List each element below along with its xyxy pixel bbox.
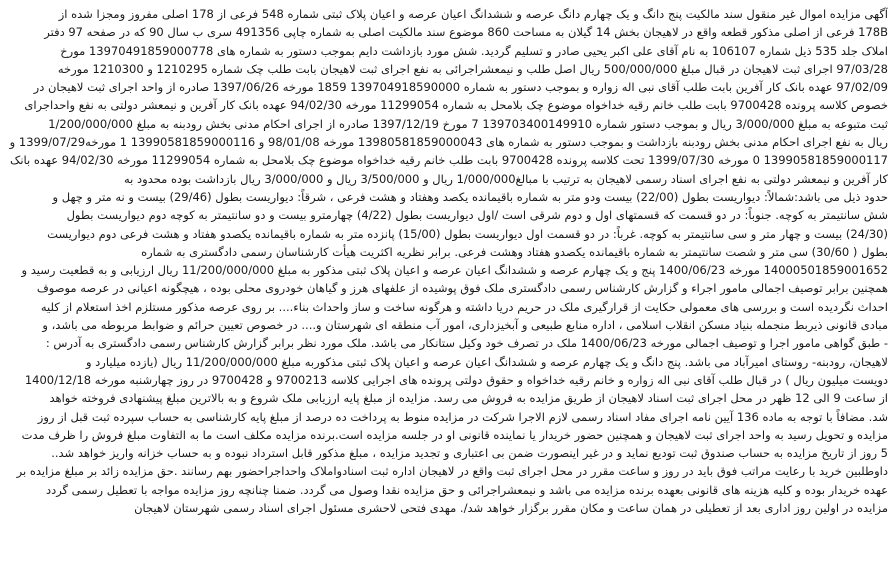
notice-line: مزایده در اولین روز اداری بعد از تعطیلی در همان ساعت و مکان مقرر برگزار خواهد شد/. مهدی فتحی لاحشری مسئول اجرای اسناد رسمی شهرستان لاهیجان — [134, 501, 888, 516]
notice-line: آگهی مزایده اموال غیر منقول سند مالکیت پنج دانگ و یک چهارم دانگ عرصه و ششدانگ اعیان عرصه و اعیان پلاک ثبتی شماره 548 فرعی از 178 اصلی مفروز ومجزا شده از — [58, 7, 888, 21]
notice-line: مبادی قانونی ذیربط منجمله بنیاد مسکن انقلاب اسلامی ، اداره منابع طبیعی و آبخیزداری، امور آب منطقه ای شهرستان و.... در خصوص تعیین حرائم و ضوابط مربوطه می باشد، و — [42, 318, 888, 333]
notice-line: 178B فرعی از اصلی مذکور قطعه واقع در لاهیجان بخش 14 گیلان به مساحت 860 موضوع سند مالکیت اصلی به شماره چاپی 491356 سری ب سال 90 که در صفحه 97 دفتر — [44, 25, 888, 40]
notice-line: لاهیجان، رودبنه- روستای امیرآباد می باشد. پنج دانگ و یک چهارم عرصه و ششدانگ اعیان عرصه و اعیان پلاک ثبتی مذکوربه مبلغ 11/200/000/000 ریال (یازده میلیارد و — [85, 354, 888, 369]
notice-line: 97/02/09 عهده بانک کار آفرین بابت طلب آقای نبی اله زواره و بموجب دستور به شماره 139704918590000 1859 مورخه 1397/06/26 صادره از واحد اجرای ثبت لاهیجان در — [33, 80, 888, 95]
notice-line: شد. مضافاً با توجه به ماده 136 آیین نامه اجرای مفاد اسناد رسمی لازم الاجرا شرکت در مزایده منوط به پرداخت ده درصد از مبلغ پایه کارشناسی به حساب سپرده ثبت قبل از روز — [37, 409, 888, 424]
notice-line: املاک جلد 535 ذیل شماره 106107 به نام آقای علی اکبر یحیی صادر و تسلیم گردید. شش مورد بازداشت دایم بموجب دستور به شماره های 13970491859000778 مورخ — [60, 43, 888, 58]
notice-line: شش سانتیمتر به کوچه. جنوباً: در دو قسمت که قسمتهای اول و دوم شرقی است /اول دیواریست بطول (4/22) چهارمترو بیست و دو سانتیمتر به کوچه دوم دیواریست بطول — [66, 208, 888, 223]
notice-line: بطول ( 30/60) سی متر و شصت سانتیمتر به شماره باقیمانده یکصدو هفتاد وهشت فرعی. برابر نظریه اکثریت هیأت کارشناسان رسمی دادگستری به شماره — [141, 244, 888, 259]
notice-line: 97/03/28 اجرای ثبت لاهیجان در قبال مبلغ 500/000/000 ریال اصل طلب و نیمعشراجرائی به نفع اجرای ثبت لاهیجان بابت طلب چک شماره 1210295 و 1210300 مورخه — [57, 61, 888, 76]
notice-line: ریال به نفع اجرای احکام مدنی بخش رودبنه بازداشت و بموجب دستور به شماره های 13980581859000043 مورخه 98/01/08 و 13990581859000116 1 مورخه1399/07/29 و — [9, 135, 888, 150]
notice-line: دویست میلیون ریال ) در قبال طلب آقای نبی اله زواره و خانم رقیه خداخواه و حقوق دولتی پرونده های اجرایی کلاسه 9700213 و 9700428 در روز چهارشنبه مورخه 1400/12/18 — [24, 372, 888, 387]
notice-line: عهده خریدار بوده و کلیه هزینه های قانونی بعهده برنده مزایده می باشد و نیمعشراجرائی و حق مزایده نقدا وصول می گردد. ضمنا چنانچه روز مزایده مواجه با تعطیل رسمی گردد — [45, 482, 888, 497]
notice-line: - طبق گواهی مامور اجرا و توصیف اجمالی مورخه 1400/06/23 ملک در تصرف خود وکیل ستانکار می باشد. ملک مورد نظر برابر گزارش کارشناس رسمی دادگستری به آدرس : — [45, 336, 888, 351]
notice-line: (24/30) بیست و چهار متر و سی سانتیمتر به کوچه. غرباً: در دو قسمت اول دیواریست بطول (15/00) پانزده متر به شماره باقیمانده یکصدو هفتاد و هشت فرعی دوم دیواریست — [47, 226, 888, 241]
notice-line: از ساعت 9 الی 12 ظهر در محل اجرای ثبت اسناد لاهیجان از طریق مزایده به فروش می رسد. مزایده از مبلغ پایه ارزیابی ملک شروع و به بالاترین مبلغ پیشنهادی فروخته خواهد — [49, 391, 888, 406]
notice-line: حدود ذیل می باشد:شمالاً: دیواریست بطول (22/00) بیست ودو متر به شماره باقیمانده یکصد وهفتاد و هشت فرعی ، شرقاً: دیواریست بطول (29/46) بیست و نه متر و چهل و — [52, 189, 888, 204]
notice-line: 14000501859001652 مورخه 1400/06/23 پنج و یک چهارم عرصه و ششدانگ اعیان عرصه و اعیان پلاک ثبتی مذکور به مبلغ 11/200/000/000 ریال ارزیابی و به قطعیت رسید و — [21, 263, 888, 278]
notice-line: مزایده و تحویل رسید به واحد اجرای ثبت لاهیجان و همچنین حضور خریدار یا نماینده قانونی او در جلسه مزایده است.برنده مزایده مکلف است ما به التفاوت مبلغ فروش را ظرف مدت — [21, 427, 888, 442]
notice-line: داوطلبین خرید با رعایت مراتب فوق باید در روز و ساعت مقرر در محل اجرای ثبت واقع در لاهیجان اداره ثبت اسنادواملاک واحداجراحضور بهم رسانند .حق مزایده زائد بر مبلغ مزایده بر — [16, 464, 888, 479]
notice-line: خصوص کلاسه پرونده 9700428 بابت طلب خانم رقیه خداخواه موضوع چک بلامحل به شماره 11299054 مورخه 94/02/30 عهده بانک کار آفرین و نیمعشر دولتی به نفع واحداجرای — [24, 98, 888, 113]
notice-line: کار آفرین و نیمعشر دولتی به نفع اجرای اسناد رسمی لاهیجان به ترتیب با مبالغ1/000/000 ریال و 3/500/000 ریال و 3/000/000 ریال بازداشت بوده محدود به — [124, 171, 888, 186]
notice-line: 13990581859000117 0 مورخه 1399/07/30 تحت کلاسه پرونده 9700428 بابت طلب خانم رقیه خداخواه موضوع چک بلامحل به شماره 11299054 مورخه 94/02/30 عهده بانک — [10, 153, 888, 168]
notice-line: 5 روز از تاریخ مزایده به حساب صندوق ثبت تودیع نماید و در غیر اینصورت ضمن بی اعتباری و تجدید مزایده ، مبلغ مذکور قابل استرداد نبوده و به حساب خزانه واریز خواهد شد.. — [51, 446, 888, 461]
notice-line: همچنین برابر توصیف اجمالی مامور اجراء و گزارش کارشناس رسمی دادگستری ملک فوق پوشیده از علفهای هرز و گیاهان خودروی محلی بوده ، هیچگونه اعیانی در عرصه موصوف — [36, 281, 888, 296]
notice-line: ثبت متبوعه به مبلغ 3/000/000 ریال و بموجب دستور شماره 139703400149910 7 مورخ 1397/12/19 صادره از اجرای احکام مدنی بخش رودبنه به مبلغ 1/200/000/000 — [48, 116, 888, 131]
notice-line: احداث نگردیده است و بررسی های معمولی حکایت از قرارگیری ملک در حریم دریا داشته و هرگونه ساخت و ساز واحداث بناء.... بر روی عرصه مذکور مستلزم اخذ استعلام از کلیه — [40, 299, 888, 314]
